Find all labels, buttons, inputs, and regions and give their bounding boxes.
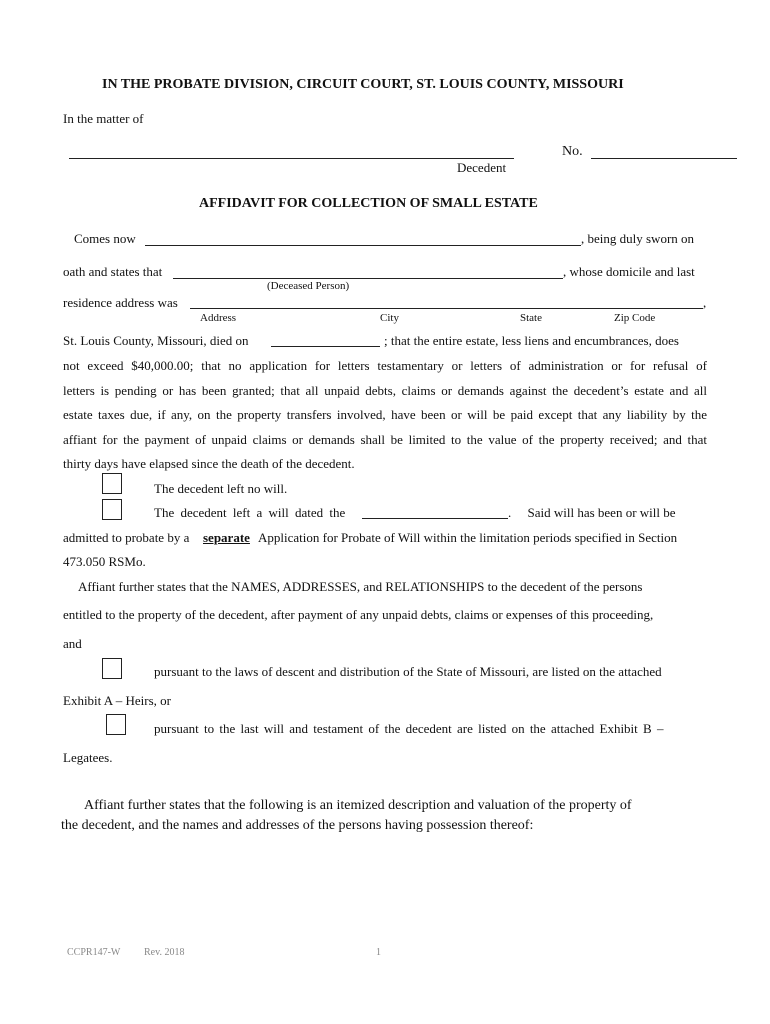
legatees-checkbox[interactable]: [106, 714, 126, 735]
paragraph-line: affiant for the payment of unpaid claims or demands shall be limited to the value of the property received; and that: [63, 431, 707, 447]
will-dated-tail: . Said will has been or will be: [508, 505, 676, 520]
paragraph-line: letters is pending or has been granted; that all unpaid debts, claims or demands against the decedent’s estate and all: [63, 382, 707, 398]
itemized-paragraph-line2: the decedent, and the names and addresses of the persons having possession thereof:: [61, 818, 534, 833]
names-paragraph-line3: and: [63, 636, 82, 651]
died-on-text: St. Louis County, Missouri, died on: [63, 333, 249, 348]
date-of-death-field[interactable]: [271, 346, 380, 347]
case-no-label: No.: [562, 144, 583, 159]
form-revision: Rev. 2018: [144, 947, 185, 958]
decedent-label: Decedent: [457, 160, 507, 175]
rsmo-reference: 473.050 RSMo.: [63, 554, 146, 569]
estate-value-text: ; that the entire estate, less liens and encumbrances, does: [384, 333, 679, 348]
heirs-checkbox[interactable]: [102, 658, 122, 679]
zip-caption: Zip Code: [614, 312, 656, 324]
separate-word: separate: [203, 530, 250, 545]
deceased-person-caption: (Deceased Person): [267, 280, 350, 292]
case-number-field[interactable]: [591, 158, 737, 159]
affiant-name-field[interactable]: [145, 245, 581, 246]
will-dated-checkbox[interactable]: [102, 499, 122, 520]
names-paragraph-line1: Affiant further states that the NAMES, ADDRESSES, and RELATIONSHIPS to the decedent of the persons: [78, 579, 643, 594]
no-will-checkbox[interactable]: [102, 473, 122, 494]
names-paragraph-line2: entitled to the property of the decedent, after payment of any unpaid debts, claims or expenses of this proceeding,: [63, 607, 654, 622]
address-caption: Address: [200, 312, 237, 324]
form-id: CCPR147-W: [67, 947, 121, 958]
will-date-field[interactable]: [362, 518, 508, 519]
exhibit-a-label: Exhibit A – Heirs, or: [63, 693, 171, 708]
affidavit-title: AFFIDAVIT FOR COLLECTION OF SMALL ESTATE: [199, 196, 538, 211]
state-caption: State: [520, 312, 542, 324]
paragraph-line: estate taxes due, if any, on the property transfers involved, have been or will be paid except that any liability by the: [63, 407, 707, 422]
matter-label: In the matter of: [63, 111, 144, 126]
paragraph-line: thirty days have elapsed since the death of the decedent.: [63, 456, 355, 471]
comes-now-label: Comes now: [74, 231, 136, 246]
deceased-person-field[interactable]: [173, 278, 563, 279]
estate-conditions-paragraph: [63, 354, 707, 477]
will-option-label: pursuant to the last will and testament of the decedent are listed on the attached Exhibit B –: [154, 721, 664, 736]
admitted-text-b: Application for Probate of Will within the limitation periods specified in Section: [258, 530, 678, 545]
decedent-name-field[interactable]: [69, 158, 514, 159]
page-number: 1: [376, 947, 381, 958]
legatees-label: Legatees.: [63, 750, 113, 765]
admitted-text-a: admitted to probate by a: [63, 530, 190, 545]
being-duly-sworn-label: , being duly sworn on: [581, 231, 695, 246]
no-will-label: The decedent left no will.: [154, 481, 288, 496]
paragraph-line: not exceed $40,000.00; that no application for letters testamentary or letters of administration or for refusal of: [63, 358, 707, 373]
residence-address-field[interactable]: [190, 308, 703, 309]
itemized-paragraph-line1: Affiant further states that the following is an itemized description and valuation of the property of: [84, 798, 632, 813]
will-dated-label: The decedent left a will dated the: [154, 505, 346, 520]
city-caption: City: [380, 312, 399, 324]
whose-domicile-label: , whose domicile and last: [563, 264, 695, 279]
descent-option-label: pursuant to the laws of descent and distribution of the State of Missouri, are listed on the attached: [154, 664, 662, 679]
court-heading: IN THE PROBATE DIVISION, CIRCUIT COURT, ST. LOUIS COUNTY, MISSOURI: [102, 77, 624, 92]
residence-address-label: residence address was: [63, 295, 178, 310]
oath-states-label: oath and states that: [63, 264, 163, 279]
address-comma: ,: [703, 295, 707, 310]
